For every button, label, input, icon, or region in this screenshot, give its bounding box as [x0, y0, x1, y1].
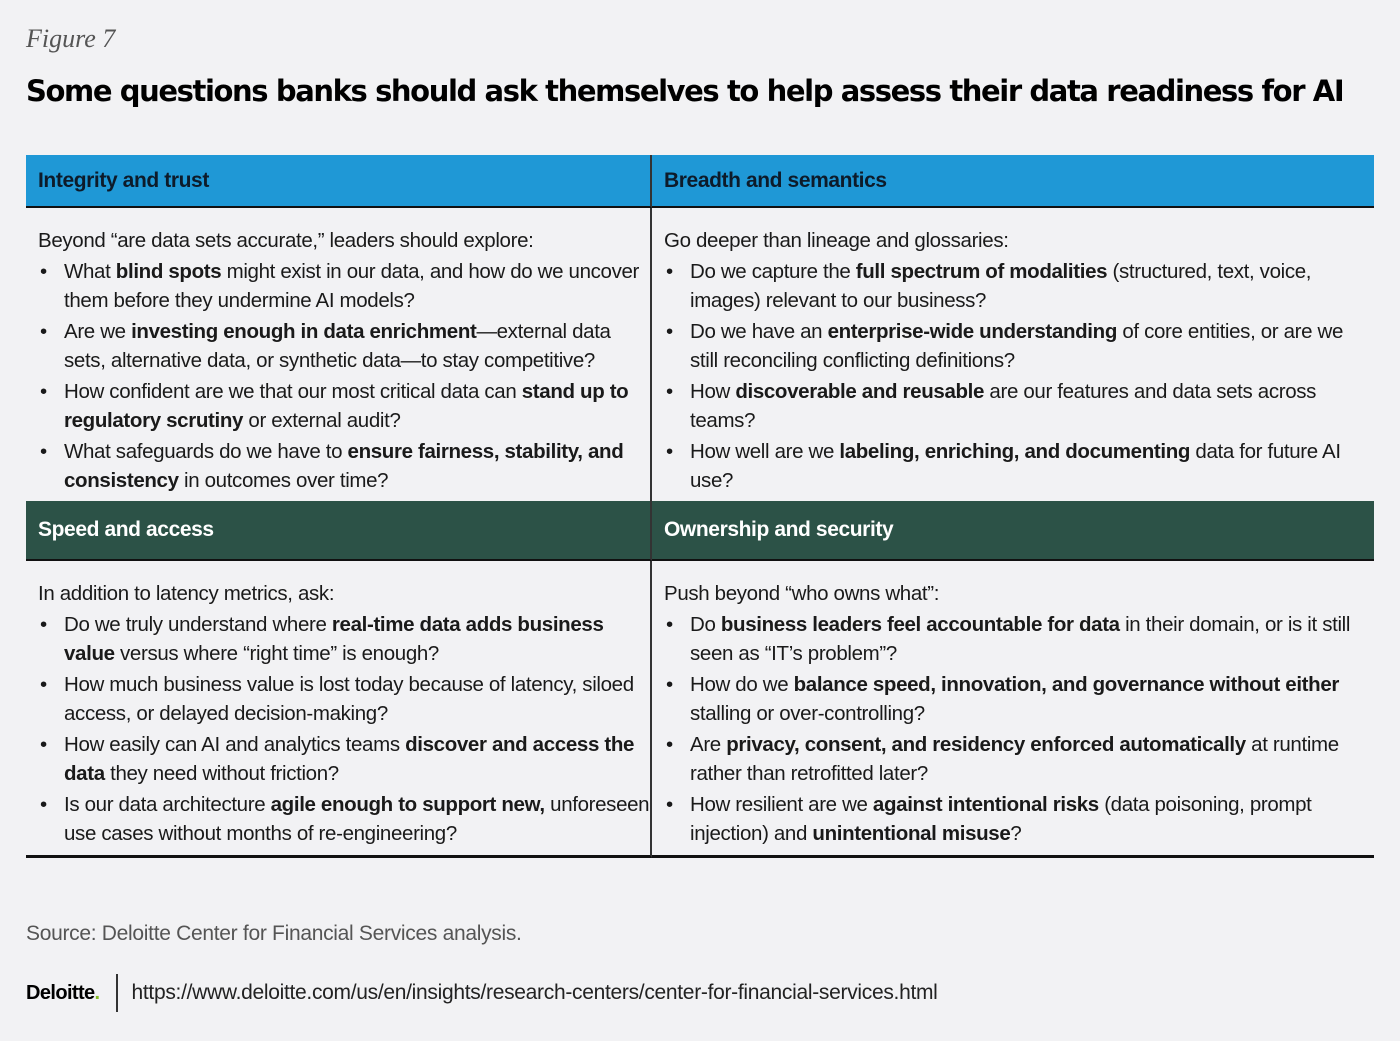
question-item — [664, 437, 1374, 495]
quadrant-intro: Go deeper than lineage and glossaries: — [664, 229, 1009, 252]
question-emphasis: stand up to regulatory scrutiny — [64, 380, 629, 432]
question-emphasis: unintentional misuse — [812, 822, 1011, 845]
question-item — [38, 730, 650, 788]
table-body-row-1 — [26, 208, 1374, 501]
question-item — [664, 377, 1374, 435]
question-text: Do we truly understand where — [64, 613, 332, 636]
quadrant-heading-speed: Speed and access — [26, 501, 652, 561]
question-item — [38, 670, 650, 728]
logo-dot: . — [94, 981, 100, 1004]
figure-label: Figure 7 — [26, 24, 116, 53]
quadrant-heading-ownership: Ownership and security — [652, 501, 1374, 561]
source-note: Source: Deloitte Center for Financial Services analysis. — [26, 922, 522, 945]
question-emphasis: discoverable and reusable — [735, 380, 985, 403]
question-item — [664, 610, 1374, 668]
question-text: stalling or over-controlling? — [690, 702, 925, 725]
quadrant-intro: Beyond “are data sets accurate,” leaders should explore: — [38, 229, 534, 252]
quadrant-body-breadth — [652, 208, 1374, 501]
question-text: How — [690, 380, 736, 403]
question-emphasis: against intentional risks — [872, 793, 1099, 816]
question-text: What — [64, 260, 116, 283]
question-text: Are — [690, 733, 727, 756]
question-text: or external audit? — [243, 409, 401, 432]
question-emphasis: discover and access the data — [64, 733, 635, 785]
quadrant-body-integrity — [26, 208, 652, 501]
question-emphasis: investing enough in data enrichment — [131, 320, 477, 343]
question-text: versus where “right time” is enough? — [114, 642, 439, 665]
question-text: How do we — [690, 673, 794, 696]
question-text: are our features and data sets across teams? — [690, 380, 1317, 432]
question-text: How well are we — [690, 440, 840, 463]
question-text: Are we — [64, 320, 132, 343]
quadrant-body-ownership — [652, 561, 1374, 858]
question-list — [38, 610, 650, 848]
question-item — [664, 317, 1374, 375]
question-list — [664, 610, 1374, 848]
question-item — [38, 437, 650, 495]
question-text: How much business value is lost today because of latency, siloed access, or delayed decision-making? — [64, 673, 634, 725]
question-emphasis: agile enough to support new, — [270, 793, 545, 816]
question-emphasis: real-time data adds business value — [64, 613, 604, 665]
quadrant-intro: Push beyond “who owns what”: — [664, 582, 940, 605]
question-item — [664, 670, 1374, 728]
question-list — [38, 257, 650, 495]
quadrant-body-speed — [26, 561, 652, 858]
question-text: How resilient are we — [690, 793, 873, 816]
question-text: Is our data architecture — [64, 793, 271, 816]
question-text: How confident are we that our most critical data can — [64, 380, 522, 403]
question-text: might exist in our data, and how do we uncover them before they undermine AI models? — [64, 260, 639, 312]
question-text: Do we have an — [690, 320, 828, 343]
question-text: —external data sets, alternative data, or synthetic data—to stay competitive? — [64, 320, 611, 372]
questions-table — [26, 155, 1374, 858]
question-text: (data poisoning, prompt injection) and — [690, 793, 1312, 845]
logo-text: Deloitte — [26, 981, 95, 1004]
question-text: of core entities, or are we still reconciling conflicting definitions? — [690, 320, 1344, 372]
question-emphasis: balance speed, innovation, and governance without either — [793, 673, 1340, 696]
question-text: in their domain, or is it still seen as “IT’s problem”? — [690, 613, 1351, 665]
question-text: in outcomes over time? — [178, 469, 389, 492]
question-text: What safeguards do we have to — [64, 440, 348, 463]
question-emphasis: business leaders feel accountable for data — [720, 613, 1120, 636]
question-emphasis: enterprise-wide understanding — [827, 320, 1117, 343]
footer — [26, 974, 938, 1012]
table-header-row-1 — [26, 155, 1374, 208]
question-text: unforeseen use cases without months of re-engineering? — [64, 793, 650, 845]
quadrant-intro: In addition to latency metrics, ask: — [38, 582, 335, 605]
question-item — [38, 257, 650, 315]
question-text: How easily can AI and analytics teams — [64, 733, 406, 756]
question-item — [38, 377, 650, 435]
page-title: Some questions banks should ask themselves to help assess their data readiness for AI — [26, 74, 1344, 108]
table-body-row-2 — [26, 561, 1374, 858]
question-text: Do — [690, 613, 721, 636]
deloitte-logo[interactable] — [26, 982, 100, 1005]
question-item — [664, 790, 1374, 848]
question-text: they need without friction? — [104, 762, 339, 785]
question-text: ? — [1010, 822, 1022, 845]
quadrant-heading-integrity: Integrity and trust — [26, 155, 652, 208]
question-text: at runtime rather than retrofitted later? — [690, 733, 1339, 785]
question-list — [664, 257, 1374, 495]
question-item — [664, 730, 1374, 788]
question-item — [664, 257, 1374, 315]
question-emphasis: ensure fairness, stability, and consistency — [64, 440, 624, 492]
table-header-row-2 — [26, 501, 1374, 561]
question-item — [38, 610, 650, 668]
question-item — [38, 790, 650, 848]
question-emphasis: blind spots — [115, 260, 222, 283]
quadrant-heading-breadth: Breadth and semantics — [652, 155, 1374, 208]
source-url-link[interactable]: https://www.deloitte.com/us/en/insights/research-centers/center-for-financial-services.html — [131, 981, 938, 1004]
footer-divider — [116, 974, 118, 1012]
question-text: Do we capture the — [690, 260, 856, 283]
question-text: data for future AI use? — [690, 440, 1341, 492]
question-item — [38, 317, 650, 375]
question-text: (structured, text, voice, images) relevant to our business? — [690, 260, 1312, 312]
question-emphasis: privacy, consent, and residency enforced automatically — [726, 733, 1246, 756]
question-emphasis: labeling, enriching, and documenting — [839, 440, 1191, 463]
question-emphasis: full spectrum of modalities — [855, 260, 1108, 283]
